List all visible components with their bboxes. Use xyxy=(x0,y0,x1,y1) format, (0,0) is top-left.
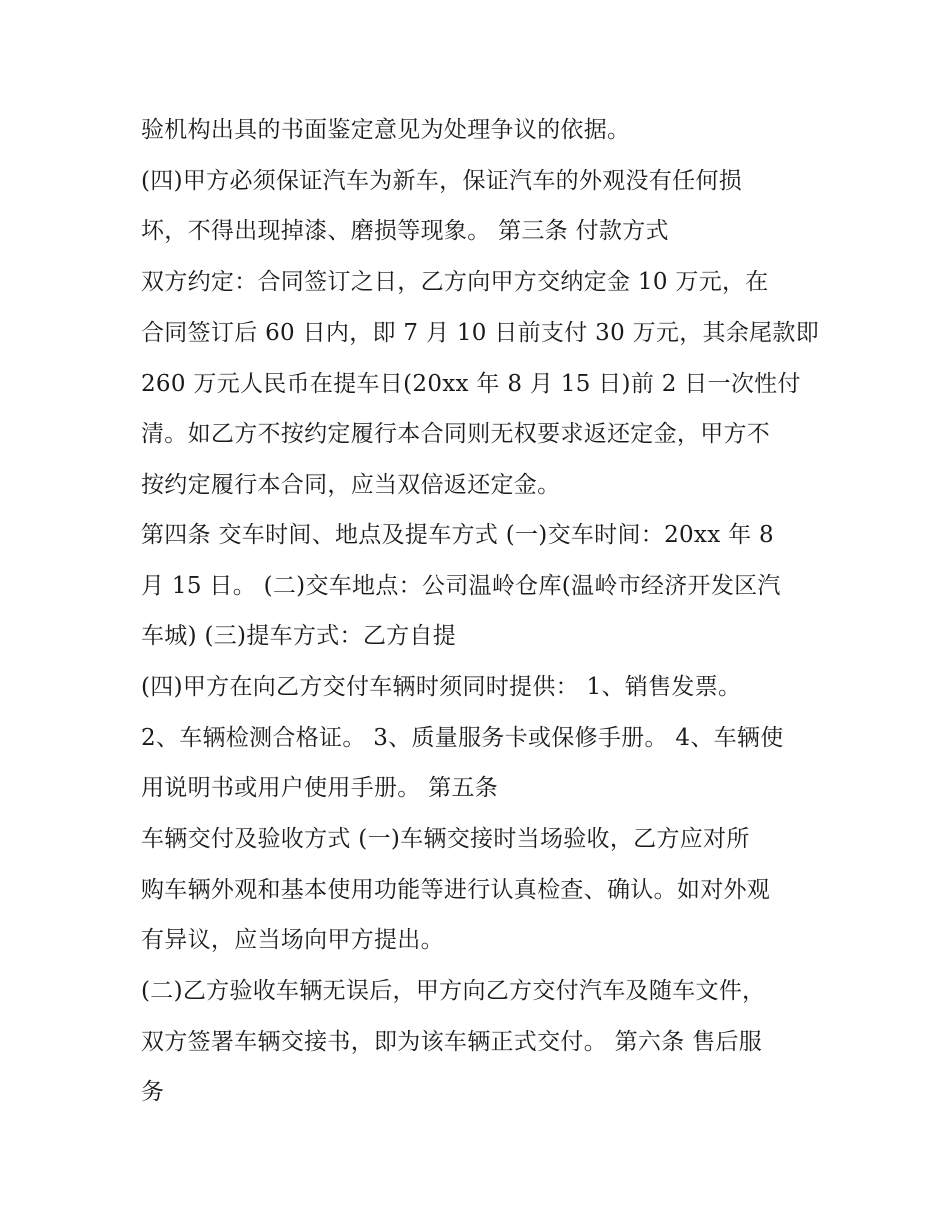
text-line: (二)乙方验收车辆无误后，甲方向乙方交付汽车及随车文件， xyxy=(141,978,766,1004)
text-line: 有异议，应当场向甲方提出。 xyxy=(141,927,444,953)
text-line: (四)甲方必须保证汽车为新车，保证汽车的外观没有任何损 xyxy=(141,168,743,194)
text-line: 2、车辆检测合格证。 3、质量服务卡或保修手册。 4、车辆使 xyxy=(141,725,784,751)
text-line: 第四条 交车时间、地点及提车方式 (一)交车时间：20xx 年 8 xyxy=(141,522,774,548)
text-line: 车城) (三)提车方式：乙方自提 xyxy=(141,623,457,649)
text-line: 双方签署车辆交接书，即为该车辆正式交付。 第六条 售后服 xyxy=(141,1029,763,1055)
text-line: (四)甲方在向乙方交付车辆时须同时提供： 1、销售发票。 xyxy=(141,674,742,700)
text-line: 验机构出具的书面鉴定意见为处理争议的依据。 xyxy=(141,117,631,143)
text-line: 260 万元人民币在提车日(20xx 年 8 月 15 日)前 2 日一次性付 xyxy=(141,371,801,397)
text-line: 务 xyxy=(141,1079,165,1105)
text-line: 坏，不得出现掉漆、磨损等现象。 第三条 付款方式 xyxy=(141,218,669,244)
text-line: 用说明书或用户使用手册。 第五条 xyxy=(141,775,499,801)
text-line: 清。如乙方不按约定履行本合同则无权要求返还定金，甲方不 xyxy=(141,421,771,447)
text-line: 月 15 日。 (二)交车地点：公司温岭仓库(温岭市经济开发区汽 xyxy=(141,573,781,599)
text-line: 合同签订后 60 日内，即 7 月 10 日前支付 30 万元，其余尾款即 xyxy=(141,320,820,346)
text-line: 双方约定：合同签订之日，乙方向甲方交纳定金 10 万元，在 xyxy=(141,269,769,295)
text-line: 车辆交付及验收方式 (一)车辆交接时当场验收，乙方应对所 xyxy=(141,826,750,852)
text-line: 购车辆外观和基本使用功能等进行认真检查、确认。如对外观 xyxy=(141,877,771,903)
text-line: 按约定履行本合同，应当双倍返还定金。 xyxy=(141,472,561,498)
